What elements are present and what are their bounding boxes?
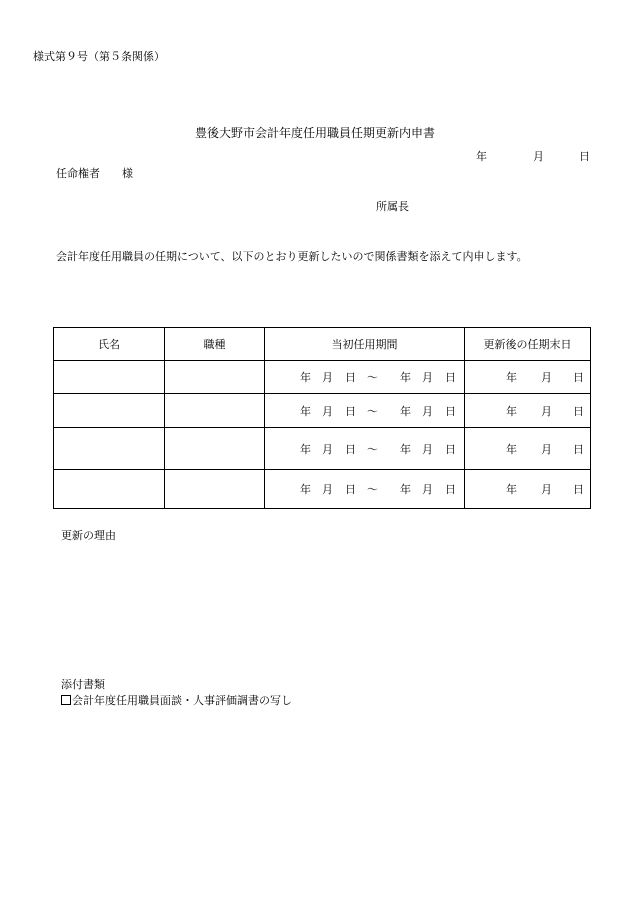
end-year: 年 [506, 442, 517, 456]
job-cell[interactable] [165, 428, 265, 470]
end-month: 月 [541, 404, 552, 418]
period-end-month: 月 [422, 483, 433, 496]
end-day: 日 [573, 371, 584, 384]
period-start-year: 年 [300, 483, 311, 496]
end-day: 日 [573, 483, 584, 496]
period-separator: ～ [367, 371, 378, 384]
attachment-item[interactable] [61, 692, 292, 708]
period-cell[interactable] [265, 428, 465, 470]
period-start-month: 月 [322, 371, 333, 384]
end-day: 日 [573, 442, 584, 456]
period-start-month: 月 [322, 442, 333, 456]
document-title: 豊後大野市会計年度任用職員任期更新内申書 [194, 126, 435, 140]
period-cell[interactable] [265, 394, 465, 428]
table-header-row [54, 328, 591, 361]
period-start-day: 日 [345, 442, 356, 456]
period-end-year: 年 [400, 442, 411, 456]
period-end-year: 年 [400, 404, 411, 418]
period-end-month: 月 [422, 442, 433, 456]
period-separator: ～ [367, 483, 378, 496]
period-end-month: 月 [422, 371, 433, 384]
date-year-label: 年 [476, 150, 487, 163]
sender-label: 所属長 [376, 200, 409, 213]
end-day: 日 [573, 404, 584, 418]
end-year: 年 [506, 371, 517, 384]
period-start-year: 年 [300, 404, 311, 418]
period-start-day: 日 [345, 483, 356, 496]
form-number: 様式第９号（第５条関係） [33, 50, 165, 63]
end-date-cell[interactable] [465, 470, 591, 509]
end-year: 年 [506, 404, 517, 418]
end-date-cell[interactable] [465, 428, 591, 470]
period-separator: ～ [367, 404, 378, 418]
end-date-cell[interactable] [465, 361, 591, 394]
addressee-honorific: 様 [122, 167, 133, 180]
name-cell[interactable] [54, 361, 165, 394]
job-cell[interactable] [165, 361, 265, 394]
period-cell[interactable] [265, 470, 465, 509]
table-row [54, 428, 591, 470]
job-cell[interactable] [165, 394, 265, 428]
table-row [54, 470, 591, 509]
period-start-day: 日 [345, 371, 356, 384]
period-start-year: 年 [300, 442, 311, 456]
period-start-month: 月 [322, 483, 333, 496]
attachment-item-label: 会計年度任用職員面談・人事評価調書の写し [72, 694, 292, 707]
header-initial-period: 当初任用期間 [265, 328, 465, 361]
period-cell[interactable] [265, 361, 465, 394]
period-end-day: 日 [445, 371, 456, 384]
header-job: 職種 [165, 328, 265, 361]
end-month: 月 [541, 483, 552, 496]
period-end-day: 日 [445, 442, 456, 456]
period-separator: ～ [367, 442, 378, 456]
header-name: 氏名 [54, 328, 165, 361]
period-end-year: 年 [400, 371, 411, 384]
name-cell[interactable] [54, 428, 165, 470]
table-row [54, 361, 591, 394]
end-year: 年 [506, 483, 517, 496]
period-start-month: 月 [322, 404, 333, 418]
period-end-month: 月 [422, 404, 433, 418]
date-month-label: 月 [533, 150, 544, 163]
addressee-name: 任命権者 [56, 167, 100, 180]
table-row [54, 394, 591, 428]
end-month: 月 [541, 442, 552, 456]
name-cell[interactable] [54, 470, 165, 509]
period-end-year: 年 [400, 483, 411, 496]
attachment-checkbox[interactable] [61, 695, 71, 705]
name-cell[interactable] [54, 394, 165, 428]
period-end-day: 日 [445, 404, 456, 418]
period-start-day: 日 [345, 404, 356, 418]
header-end-date: 更新後の任期末日 [465, 328, 591, 361]
end-date-cell[interactable] [465, 394, 591, 428]
period-start-year: 年 [300, 371, 311, 384]
body-text: 会計年度任用職員の任期について、以下のとおり更新したいので関係書類を添えて内申します。 [56, 250, 528, 263]
end-month: 月 [541, 371, 552, 384]
reason-label: 更新の理由 [61, 529, 116, 542]
job-cell[interactable] [165, 470, 265, 509]
renewal-table [53, 327, 591, 509]
attachments-label: 添付書類 [61, 678, 105, 691]
period-end-day: 日 [445, 483, 456, 496]
date-day-label: 日 [579, 150, 590, 163]
